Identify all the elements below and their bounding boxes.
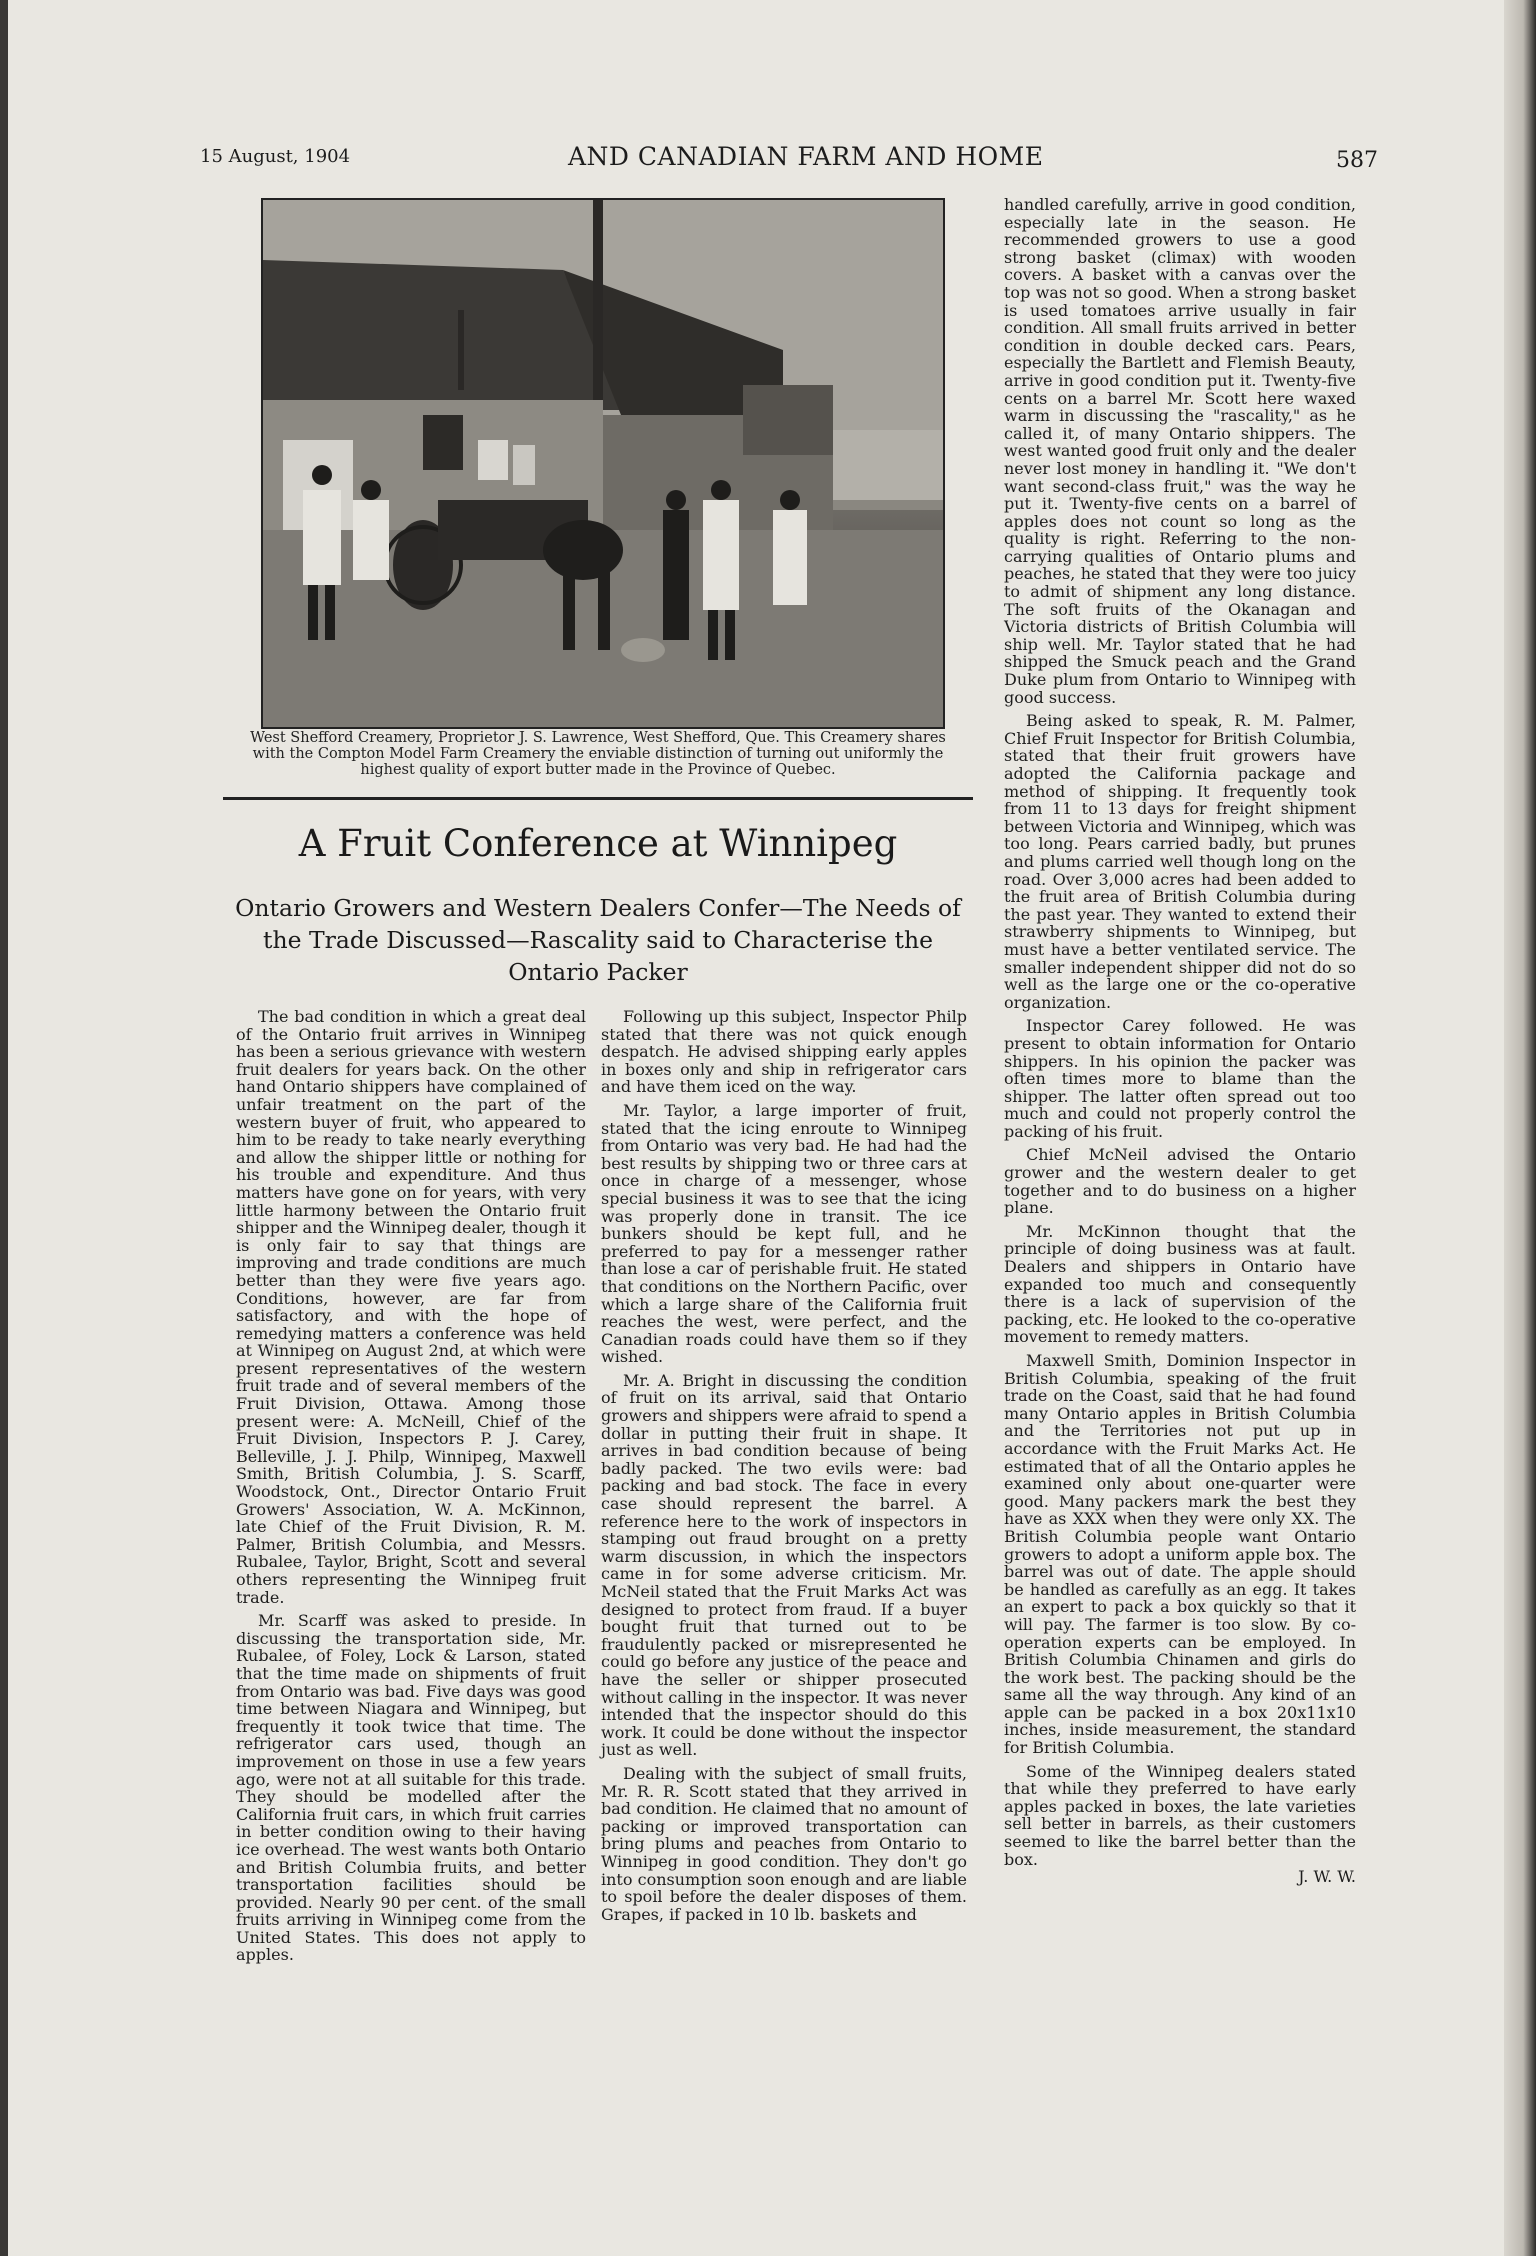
paragraph: Dealing with the subject of small fruits, Mr. R. R. Scott stated that they arrived in bad condition. He claimed that no amount of packing or improved transportation can bring plums and peaches from Ontario to Winnipeg in good condition. They don't go into consumption soon enough and are liable to spoil before the dealer disposes of them. Grapes, if packed in 10 lb. baskets and [601, 1763, 967, 1924]
article-subhead: Ontario Growers and Western Dealers Confer—The Needs of the Trade Discussed—Rascality said to Characterise the Ontario Packer [235, 894, 961, 986]
paragraph: handled carefully, arrive in good condition, especially late in the season. He recommended growers to use a good strong basket (climax) with wooden covers. A basket with a canvas over the top was not so good. When a strong basket is used tomatoes arrive usually in fair condition. All small fruits arrived in better condition in double decked cars. Pears, especially the Bartlett and Flemish Beauty, arrive in good condition put it. Twenty-five cents on a barrel Mr. Scott here waxed warm in discussing the "rascality," as he called it, of many Ontario shippers. The west wanted good fruit only and the dealer never lost money in handling it. "We don't want second-class fruit," was the way he put it. Twenty-five cents on a barrel of apples does not count so long as the quality is right. Referring to the non-carrying qualities of Ontario plums and peaches, he stated that they were too juicy to admit of shipment any long distance. The soft fruits of the Okanagan and Victoria districts of British Columbia will ship well. Mr. Taylor stated that he had shipped the Smuck peach and the Grand Duke plum from Ontario to Winnipeg with good success. [1004, 195, 1356, 707]
article-column-3 [1004, 196, 1356, 1886]
article-column-1 [236, 1008, 586, 1970]
paragraph: Chief McNeil advised the Ontario grower and the western dealer to get together and to do business on a higher plane. [1004, 1145, 1356, 1218]
publication-title: AND CANADIAN FARM AND HOME [568, 142, 1044, 171]
page-number: 587 [1336, 148, 1378, 173]
author-signature: J. W. W. [1298, 1867, 1356, 1887]
photo-caption: West Shefford Creamery, Proprietor J. S. Lawrence, West Shefford, Que. This Creamery shares with the Compton Model Farm Creamery the enviable distinction of turning out uniformly the highest quality of export butter made in the Province of Quebec. [250, 730, 946, 778]
article-headline: A Fruit Conference at Winnipeg [298, 822, 898, 865]
paragraph: The bad condition in which a great deal of the Ontario fruit arrives in Winnipeg has been a serious grievance with western fruit dealers for years back. On the other hand Ontario shippers have complained of unfair treatment on the part of the western buyer of fruit, who appeared to him to be ready to take nearly everything and allow the shipper little or nothing for his trouble and expenditure. And thus matters have gone on for years, with very little harmony between the Ontario fruit shipper and the Winnipeg dealer, though it is only fair to say that things are improving and trade conditions are much better than they were five years ago. Conditions, however, are far from satisfactory, and with the hope of remedying matters a conference was held at Winnipeg on August 2nd, at which were present representatives of the western fruit trade and of several members of the Fruit Division, Ottawa. Among those present were: A. McNeill, Chief of the Fruit Division, Inspectors P. J. Carey, Belleville, J. J. Philp, Winnipeg, Maxwell Smith, British Columbia, J. S. Scarff, Woodstock, Ont., Director Ontario Fruit Growers' Association, W. A. McKinnon, late Chief of the Fruit Division, R. M. Palmer, British Columbia, and Messrs. Rubalee, Taylor, Bright, Scott and several others representing the Winnipeg fruit trade. [236, 1007, 586, 1607]
scan-edge [1504, 0, 1536, 2256]
paragraph: Mr. Taylor, a large importer of fruit, stated that the icing enroute to Winnipeg from Ontario was very bad. He had had the best results by shipping two or three cars at once in charge of a messenger, whose special business it was to see that the icing was properly done in transit. The ice bunkers should be kept full, and he preferred to pay for a messenger rather than lose a car of perishable fruit. He stated that conditions on the Northern Pacific, over which a large share of the California fruit reaches the west, were perfect, and the Canadian roads could have them so if they wished. [601, 1100, 967, 1367]
newspaper-page [8, 0, 1504, 2256]
paragraph: Some of the Winnipeg dealers stated that while they preferred to have early apples packed in boxes, the late varieties sell better in barrels, as their customers seemed to like the barrel better than the box. [1004, 1761, 1356, 1869]
paragraph: Mr. McKinnon thought that the principle of doing business was at fault. Dealers and shippers in Ontario have expanded too much and consequently there is a lack of supervision of the packing, etc. He looked to the co-operative movement to remedy matters. [1004, 1221, 1356, 1347]
issue-date: 15 August, 1904 [200, 146, 351, 167]
section-divider [223, 797, 973, 800]
page-header [8, 142, 1504, 176]
paragraph: Inspector Carey followed. He was present to obtain information for Ontario shippers. In his opinion the packer was often times more to blame than the shipper. The latter often spread out too much and could not properly control the packing of his fruit. [1004, 1016, 1356, 1141]
paragraph: Mr. A. Bright in discussing the condition of fruit on its arrival, said that Ontario growers and shippers were afraid to spend a dollar in putting their fruit in shape. It arrives in bad condition because of being badly packed. The two evils were: bad packing and bad stock. The face in every case should represent the barrel. A reference here to the work of inspectors in stamping out fraud brought on a pretty warm discussion, in which the inspectors came in for some adverse criticism. Mr. McNeil stated that the Fruit Marks Act was designed to protect from fraud. If a buyer bought fruit that turned out to be fraudulently packed or misrepresented he could go before any justice of the peace and have the seller or shipper prosecuted without calling in the inspector. It was never intended that the inspector should do this work. It could be done without the inspector just as well. [601, 1370, 967, 1760]
creamery-photograph [261, 198, 945, 729]
photo-illustration [263, 200, 943, 727]
paragraph: Maxwell Smith, Dominion Inspector in British Columbia, speaking of the fruit trade on the Coast, said that he had found many Ontario apples in British Columbia and the Territories not put up in accordance with the Fruit Marks Act. He estimated that of all the Ontario apples he examined only about one-quarter were good. Many packers mark the best they have as XXX when they were only XX. The British Columbia people want Ontario growers to adopt a uniform apple box. The barrel was out of date. The apple should be handled as carefully as an egg. It takes an expert to pack a box quickly so that it will pay. The farmer is too slow. By co-operation experts can be employed. In British Columbia Chinamen and girls do the work best. The packing should be the same all the way through. Any kind of an apple can be packed in a box 20x11x10 inches, inside measurement, the standard for British Columbia. [1004, 1351, 1356, 1758]
article-column-2 [601, 1008, 967, 1929]
paragraph: Mr. Scarff was asked to preside. In discussing the transportation side, Mr. Rubalee, of Foley, Lock & Larson, stated that the time made on shipments of fruit from Ontario was bad. Five days was good time between Niagara and Winnipeg, but frequently it took twice that time. The refrigerator cars used, though an improvement on those in use a few years ago, were not at all suitable for this trade. They should be modelled after the California fruit cars, in which fruit carries in better condition owing to their having ice overhead. The west wants both Ontario and British Columbia fruits, and better transportation facilities should be provided. Nearly 90 per cent. of the small fruits arriving in Winnipeg come from the United States. This does not apply to apples. [236, 1611, 586, 1965]
paragraph: Following up this subject, Inspector Philp stated that there was not quick enough despatch. He advised shipping early apples in boxes only and ship in refrigerator cars and have them iced on the way. [601, 1007, 967, 1097]
paragraph: Being asked to speak, R. M. Palmer, Chief Fruit Inspector for British Columbia, stated that their fruit growers have adopted the California package and method of shipping. It frequently took from 11 to 13 days for freight shipment between Victoria and Winnipeg, which was too long. Pears carried badly, but prunes and plums carried well though long on the road. Over 3,000 acres had been added to the fruit area of British Columbia during the past year. They wanted to extend their strawberry shipments to Winnipeg, but must have a better ventilated service. The smaller independent shipper did not do so well as the large one or the co-operative organization. [1004, 711, 1356, 1012]
